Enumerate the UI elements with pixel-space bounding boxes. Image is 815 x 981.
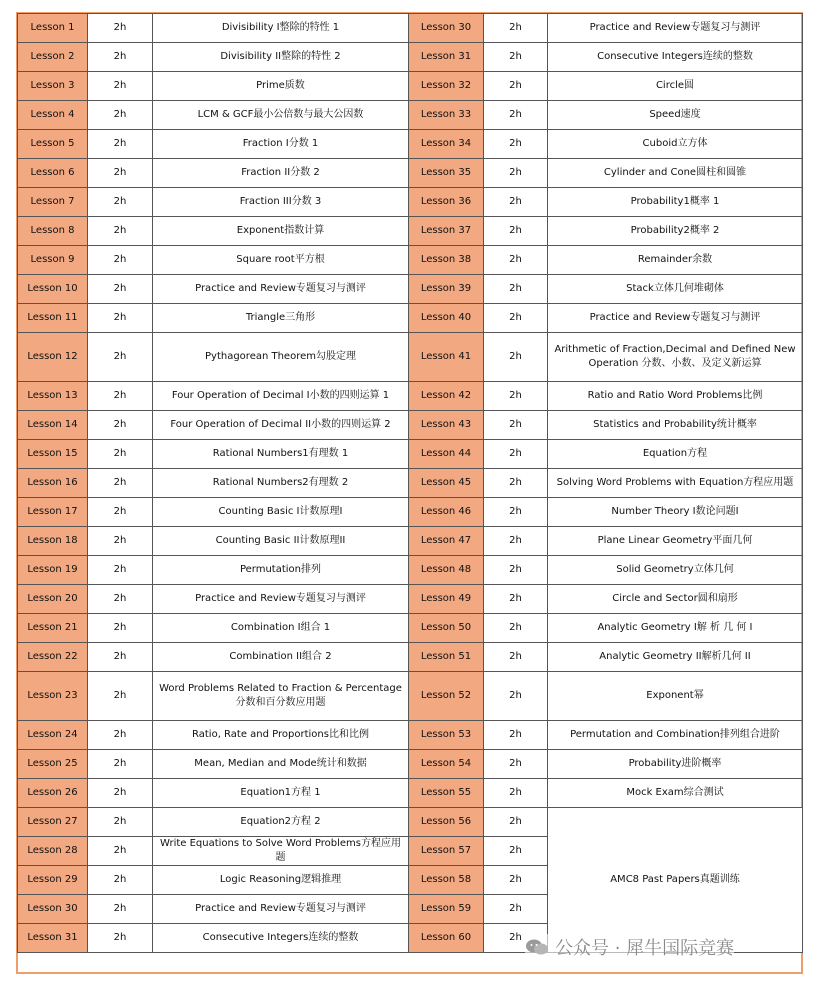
lesson-number-cell: Lesson 40 (409, 304, 484, 333)
lesson-number-cell: Lesson 31 (409, 43, 484, 72)
hours-cell: 2h (484, 643, 548, 672)
topic-cell: Stack立体几何堆砌体 (548, 275, 803, 304)
hours-cell: 2h (88, 750, 153, 779)
topic-cell: Rational Numbers2有理数 2 (153, 469, 409, 498)
hours-cell: 2h (484, 246, 548, 275)
lesson-number-cell: Lesson 28 (18, 837, 88, 866)
hours-cell: 2h (484, 382, 548, 411)
lesson-number-cell: Lesson 25 (18, 750, 88, 779)
hours-cell: 2h (484, 333, 548, 382)
topic-cell: Cuboid立方体 (548, 130, 803, 159)
table-row (18, 14, 803, 43)
hours-cell: 2h (88, 130, 153, 159)
topic-cell: Exponent幂 (548, 672, 803, 721)
hours-cell: 2h (88, 614, 153, 643)
table-row (18, 672, 803, 721)
lesson-number-cell: Lesson 5 (18, 130, 88, 159)
lesson-number-cell: Lesson 57 (409, 837, 484, 866)
topic-cell: Permutation排列 (153, 556, 409, 585)
hours-cell: 2h (484, 837, 548, 866)
table-row (18, 217, 803, 246)
hours-cell: 2h (88, 469, 153, 498)
lesson-number-cell: Lesson 8 (18, 217, 88, 246)
lesson-number-cell: Lesson 15 (18, 440, 88, 469)
topic-cell: Mean, Median and Mode统计和数据 (153, 750, 409, 779)
hours-cell: 2h (484, 556, 548, 585)
lesson-number-cell: Lesson 1 (18, 14, 88, 43)
lesson-number-cell: Lesson 56 (409, 808, 484, 837)
lesson-number-cell: Lesson 47 (409, 527, 484, 556)
lesson-number-cell: Lesson 53 (409, 721, 484, 750)
lesson-number-cell: Lesson 60 (409, 924, 484, 953)
hours-cell: 2h (484, 866, 548, 895)
topic-cell: Probability1概率 1 (548, 188, 803, 217)
topic-cell: Consecutive Integers连续的整数 (153, 924, 409, 953)
topic-cell: Arithmetic of Fraction,Decimal and Defined New Operation 分数、小数、及定义新运算 (548, 333, 803, 382)
topic-cell: Counting Basic II计数原理II (153, 527, 409, 556)
hours-cell: 2h (484, 72, 548, 101)
topic-cell: Number Theory I数论问题I (548, 498, 803, 527)
topic-cell: Combination I组合 1 (153, 614, 409, 643)
topic-cell: Four Operation of Decimal II小数的四则运算 2 (153, 411, 409, 440)
lesson-number-cell: Lesson 21 (18, 614, 88, 643)
merged-topic-cell: AMC8 Past Papers真题训练 (548, 808, 803, 953)
hours-cell: 2h (88, 304, 153, 333)
hours-cell: 2h (88, 527, 153, 556)
lesson-number-cell: Lesson 32 (409, 72, 484, 101)
topic-cell: Practice and Review专题复习与测评 (548, 14, 803, 43)
lesson-number-cell: Lesson 24 (18, 721, 88, 750)
lesson-number-cell: Lesson 6 (18, 159, 88, 188)
hours-cell: 2h (484, 750, 548, 779)
hours-cell: 2h (484, 924, 548, 953)
hours-cell: 2h (484, 43, 548, 72)
hours-cell: 2h (88, 188, 153, 217)
topic-cell: Triangle三角形 (153, 304, 409, 333)
topic-cell: Logic Reasoning逻辑推理 (153, 866, 409, 895)
hours-cell: 2h (88, 643, 153, 672)
table-row (18, 469, 803, 498)
table-row (18, 130, 803, 159)
topic-cell: Probability2概率 2 (548, 217, 803, 246)
topic-cell: Circle圆 (548, 72, 803, 101)
lesson-number-cell: Lesson 38 (409, 246, 484, 275)
topic-cell: Write Equations to Solve Word Problems方程应用题 (153, 837, 409, 866)
hours-cell: 2h (484, 469, 548, 498)
topic-cell: Counting Basic I计数原理I (153, 498, 409, 527)
lesson-number-cell: Lesson 12 (18, 333, 88, 382)
curriculum-table (17, 13, 803, 953)
topic-cell: Mock Exam综合测试 (548, 779, 803, 808)
lesson-number-cell: Lesson 27 (18, 808, 88, 837)
watermark-text: 公众号 · 犀牛国际竞赛 (555, 938, 735, 959)
hours-cell: 2h (88, 14, 153, 43)
hours-cell: 2h (484, 527, 548, 556)
topic-cell: Equation2方程 2 (153, 808, 409, 837)
lesson-number-cell: Lesson 41 (409, 333, 484, 382)
topic-cell: Equation1方程 1 (153, 779, 409, 808)
topic-cell: Square root平方根 (153, 246, 409, 275)
hours-cell: 2h (88, 721, 153, 750)
topic-cell: Ratio, Rate and Proportions比和比例 (153, 721, 409, 750)
table-row (18, 779, 803, 808)
lesson-number-cell: Lesson 33 (409, 101, 484, 130)
lesson-number-cell: Lesson 39 (409, 275, 484, 304)
hours-cell: 2h (484, 672, 548, 721)
lesson-number-cell: Lesson 43 (409, 411, 484, 440)
table-row (18, 411, 803, 440)
hours-cell: 2h (484, 498, 548, 527)
topic-cell: Permutation and Combination排列组合进阶 (548, 721, 803, 750)
table-row (18, 72, 803, 101)
hours-cell: 2h (88, 246, 153, 275)
lesson-number-cell: Lesson 49 (409, 585, 484, 614)
topic-cell: Practice and Review专题复习与测评 (548, 304, 803, 333)
table-row (18, 527, 803, 556)
lesson-number-cell: Lesson 37 (409, 217, 484, 246)
table-row (18, 101, 803, 130)
hours-cell: 2h (88, 43, 153, 72)
topic-cell: Practice and Review专题复习与测评 (153, 275, 409, 304)
hours-cell: 2h (88, 866, 153, 895)
hours-cell: 2h (484, 614, 548, 643)
lesson-number-cell: Lesson 58 (409, 866, 484, 895)
hours-cell: 2h (88, 333, 153, 382)
lesson-number-cell: Lesson 22 (18, 643, 88, 672)
table-row (18, 750, 803, 779)
lesson-number-cell: Lesson 2 (18, 43, 88, 72)
topic-cell: Remainder余数 (548, 246, 803, 275)
topic-cell: Pythagorean Theorem勾股定理 (153, 333, 409, 382)
lesson-number-cell: Lesson 26 (18, 779, 88, 808)
topic-cell: Plane Linear Geometry平面几何 (548, 527, 803, 556)
hours-cell: 2h (88, 585, 153, 614)
topic-cell: Fraction II分数 2 (153, 159, 409, 188)
hours-cell: 2h (88, 101, 153, 130)
lesson-number-cell: Lesson 11 (18, 304, 88, 333)
hours-cell: 2h (88, 275, 153, 304)
hours-cell: 2h (88, 159, 153, 188)
hours-cell: 2h (88, 779, 153, 808)
topic-cell: LCM & GCF最小公倍数与最大公因数 (153, 101, 409, 130)
hours-cell: 2h (88, 808, 153, 837)
lesson-number-cell: Lesson 7 (18, 188, 88, 217)
table-row (18, 614, 803, 643)
hours-cell: 2h (88, 895, 153, 924)
table-row (18, 246, 803, 275)
topic-cell: Ratio and Ratio Word Problems比例 (548, 382, 803, 411)
lesson-number-cell: Lesson 17 (18, 498, 88, 527)
wechat-icon (525, 938, 549, 956)
lesson-number-cell: Lesson 45 (409, 469, 484, 498)
hours-cell: 2h (484, 585, 548, 614)
lesson-number-cell: Lesson 23 (18, 672, 88, 721)
hours-cell: 2h (484, 895, 548, 924)
hours-cell: 2h (88, 72, 153, 101)
table-row (18, 556, 803, 585)
lesson-number-cell: Lesson 20 (18, 585, 88, 614)
topic-cell: Divisibility II整除的特性 2 (153, 43, 409, 72)
table-row (18, 643, 803, 672)
lesson-number-cell: Lesson 14 (18, 411, 88, 440)
lesson-number-cell: Lesson 50 (409, 614, 484, 643)
hours-cell: 2h (484, 440, 548, 469)
hours-cell: 2h (88, 837, 153, 866)
topic-cell: Equation方程 (548, 440, 803, 469)
table-row (18, 440, 803, 469)
hours-cell: 2h (88, 411, 153, 440)
lesson-number-cell: Lesson 18 (18, 527, 88, 556)
lesson-number-cell: Lesson 16 (18, 469, 88, 498)
hours-cell: 2h (484, 808, 548, 837)
table-row (18, 275, 803, 304)
topic-cell: Practice and Review专题复习与测评 (153, 895, 409, 924)
topic-cell: Consecutive Integers连续的整数 (548, 43, 803, 72)
hours-cell: 2h (88, 440, 153, 469)
lesson-number-cell: Lesson 29 (18, 866, 88, 895)
hours-cell: 2h (484, 188, 548, 217)
hours-cell: 2h (88, 556, 153, 585)
lesson-number-cell: Lesson 30 (409, 14, 484, 43)
hours-cell: 2h (484, 411, 548, 440)
hours-cell: 2h (484, 217, 548, 246)
table-row (18, 304, 803, 333)
topic-cell: Divisibility I整除的特性 1 (153, 14, 409, 43)
hours-cell: 2h (484, 275, 548, 304)
table-row (18, 382, 803, 411)
table-row (18, 159, 803, 188)
topic-cell: Combination II组合 2 (153, 643, 409, 672)
topic-cell: Word Problems Related to Fraction & Percentage 分数和百分数应用题 (153, 672, 409, 721)
hours-cell: 2h (484, 130, 548, 159)
topic-cell: Fraction I分数 1 (153, 130, 409, 159)
lesson-number-cell: Lesson 35 (409, 159, 484, 188)
lesson-number-cell: Lesson 10 (18, 275, 88, 304)
topic-cell: Four Operation of Decimal I小数的四则运算 1 (153, 382, 409, 411)
table-row (18, 43, 803, 72)
topic-cell: Fraction III分数 3 (153, 188, 409, 217)
lesson-number-cell: Lesson 46 (409, 498, 484, 527)
topic-cell: Circle and Sector圆和扇形 (548, 585, 803, 614)
table-row (18, 498, 803, 527)
topic-cell: Solid Geometry立体几何 (548, 556, 803, 585)
hours-cell: 2h (484, 304, 548, 333)
lesson-number-cell: Lesson 4 (18, 101, 88, 130)
lesson-number-cell: Lesson 19 (18, 556, 88, 585)
lesson-number-cell: Lesson 31 (18, 924, 88, 953)
table-row (18, 333, 803, 382)
table-row (18, 188, 803, 217)
lesson-number-cell: Lesson 3 (18, 72, 88, 101)
topic-cell: Probability进阶概率 (548, 750, 803, 779)
hours-cell: 2h (484, 14, 548, 43)
hours-cell: 2h (88, 924, 153, 953)
lesson-number-cell: Lesson 36 (409, 188, 484, 217)
topic-cell: Statistics and Probability统计概率 (548, 411, 803, 440)
topic-cell: Practice and Review专题复习与测评 (153, 585, 409, 614)
lesson-number-cell: Lesson 51 (409, 643, 484, 672)
hours-cell: 2h (88, 672, 153, 721)
topic-cell: Rational Numbers1有理数 1 (153, 440, 409, 469)
topic-cell: Analytic Geometry II解析几何 II (548, 643, 803, 672)
topic-cell: Analytic Geometry I解 析 几 何 I (548, 614, 803, 643)
lesson-number-cell: Lesson 34 (409, 130, 484, 159)
hours-cell: 2h (484, 779, 548, 808)
watermark (525, 934, 734, 960)
lesson-number-cell: Lesson 30 (18, 895, 88, 924)
topic-cell: Solving Word Problems with Equation方程应用题 (548, 469, 803, 498)
lesson-number-cell: Lesson 9 (18, 246, 88, 275)
hours-cell: 2h (88, 382, 153, 411)
hours-cell: 2h (484, 159, 548, 188)
table-row (18, 808, 803, 837)
topic-cell: Cylinder and Cone圆柱和圆锥 (548, 159, 803, 188)
hours-cell: 2h (484, 101, 548, 130)
hours-cell: 2h (88, 498, 153, 527)
lesson-number-cell: Lesson 44 (409, 440, 484, 469)
lesson-number-cell: Lesson 55 (409, 779, 484, 808)
lesson-number-cell: Lesson 52 (409, 672, 484, 721)
table-row (18, 721, 803, 750)
topic-cell: Speed速度 (548, 101, 803, 130)
table-row (18, 585, 803, 614)
lesson-number-cell: Lesson 54 (409, 750, 484, 779)
lesson-number-cell: Lesson 59 (409, 895, 484, 924)
curriculum-table-body (18, 14, 803, 953)
lesson-number-cell: Lesson 48 (409, 556, 484, 585)
lesson-number-cell: Lesson 42 (409, 382, 484, 411)
hours-cell: 2h (88, 217, 153, 246)
topic-cell: Exponent指数计算 (153, 217, 409, 246)
hours-cell: 2h (484, 721, 548, 750)
lesson-number-cell: Lesson 13 (18, 382, 88, 411)
topic-cell: Prime质数 (153, 72, 409, 101)
